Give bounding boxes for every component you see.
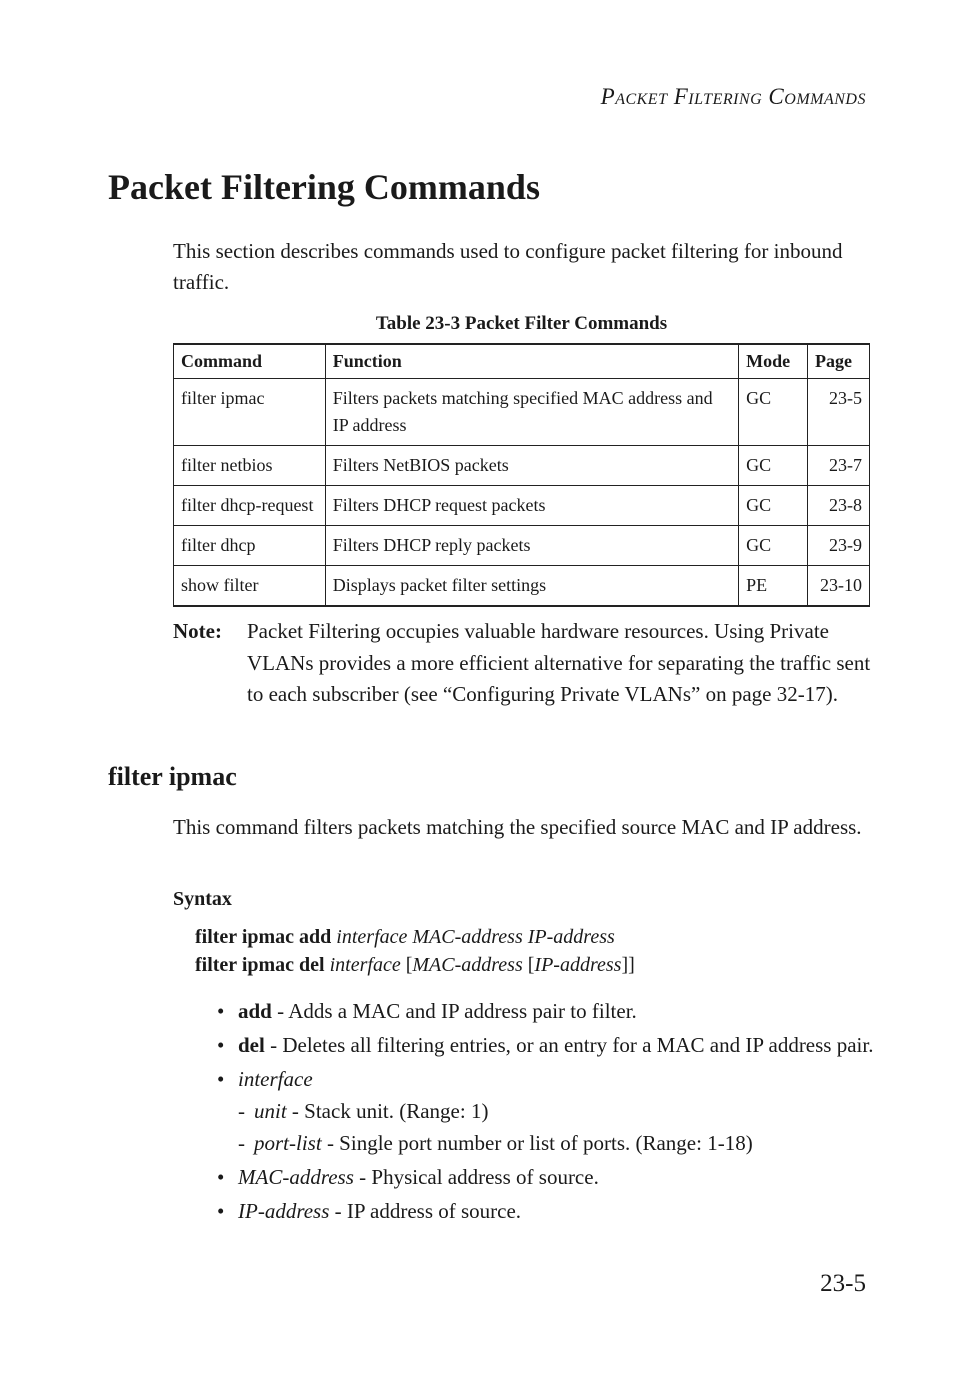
syntax-arg-mac: MAC-address — [412, 954, 523, 976]
cell-page: 23-7 — [808, 446, 870, 486]
running-header: Packet Filtering Commands — [600, 84, 866, 109]
cell-function: Displays packet filter settings — [325, 566, 738, 607]
cell-page: 23-9 — [808, 526, 870, 566]
packet-filter-commands-table — [173, 343, 870, 607]
bullet: • — [217, 999, 225, 1023]
param-name: IP-address — [238, 1199, 330, 1223]
table-header-row — [174, 344, 870, 379]
note-block — [173, 616, 873, 711]
bullet: • — [217, 1165, 225, 1189]
cell-function: Filters NetBIOS packets — [325, 446, 738, 486]
syntax-bracket: [ — [527, 954, 535, 976]
param-name: del — [238, 1033, 265, 1057]
table-row — [174, 446, 870, 486]
syntax-command: filter ipmac add — [195, 926, 332, 948]
sub-item-port-list — [238, 1128, 875, 1158]
syntax-heading: Syntax — [173, 888, 232, 910]
cell-mode: GC — [739, 486, 808, 526]
table-row — [174, 526, 870, 566]
cell-command: filter ipmac — [174, 379, 326, 446]
syntax-arguments: interface MAC-address IP-address — [336, 926, 615, 948]
param-desc: - Adds a MAC and IP address pair to filter. — [271, 999, 637, 1023]
bullet: • — [217, 1033, 225, 1057]
page-number: 23-5 — [820, 1270, 866, 1297]
page-title: Packet Filtering Commands — [108, 167, 540, 207]
param-desc: - Single port number or list of ports. (Range: 1-18) — [321, 1131, 753, 1155]
sub-item-unit — [238, 1096, 875, 1126]
table-row — [174, 379, 870, 446]
parameter-list — [215, 996, 875, 1230]
cell-command: filter dhcp — [174, 526, 326, 566]
dash: - — [238, 1131, 245, 1155]
param-name: interface — [238, 1067, 313, 1091]
list-item — [215, 1030, 875, 1060]
list-item — [215, 996, 875, 1026]
syntax-bracket: [ — [405, 954, 413, 976]
bullet: • — [217, 1199, 225, 1223]
bullet: • — [217, 1067, 225, 1091]
cell-mode: GC — [739, 526, 808, 566]
cell-mode: GC — [739, 379, 808, 446]
syntax-arg-ip: IP-address — [534, 954, 622, 976]
cell-function: Filters DHCP reply packets — [325, 526, 738, 566]
list-item — [215, 1196, 875, 1226]
syntax-arg-interface: interface — [329, 954, 401, 976]
note-text: Packet Filtering occupies valuable hardware resources. Using Private VLANs provides a more efficient alternative for separating the traffic sent to each subscriber (see “Configuring Private VLANs” on page 32-17). — [247, 619, 871, 706]
param-desc: - Physical address of source. — [353, 1165, 599, 1189]
syntax-line-del — [195, 954, 635, 977]
param-desc: - Deletes all filtering entries, or an entry for a MAC and IP address pair. — [264, 1033, 874, 1057]
cell-page: 23-5 — [808, 379, 870, 446]
param-desc: - Stack unit. (Range: 1) — [286, 1099, 489, 1123]
header-command: Command — [174, 344, 326, 379]
syntax-command: filter ipmac del — [195, 954, 325, 976]
syntax-line-add — [195, 926, 615, 949]
table-row — [174, 566, 870, 607]
cell-page: 23-8 — [808, 486, 870, 526]
list-item — [215, 1064, 875, 1158]
header-function: Function — [325, 344, 738, 379]
cell-function: Filters DHCP request packets — [325, 486, 738, 526]
dash: - — [238, 1099, 245, 1123]
header-page: Page — [808, 344, 870, 379]
cell-command: filter netbios — [174, 446, 326, 486]
param-name: MAC-address — [238, 1165, 354, 1189]
param-name: add — [238, 999, 272, 1023]
table-caption: Table 23-3 Packet Filter Commands — [375, 313, 668, 334]
list-item — [215, 1162, 875, 1192]
cell-function: Filters packets matching specified MAC address and IP address — [325, 379, 738, 446]
cell-mode: PE — [739, 566, 808, 607]
cell-command: show filter — [174, 566, 326, 607]
table-row — [174, 486, 870, 526]
syntax-bracket: ]] — [621, 954, 635, 976]
param-name: port-list — [254, 1131, 322, 1155]
intro-paragraph: This section describes commands used to configure packet filtering for inbound traffic. — [173, 239, 843, 294]
cell-command: filter dhcp-request — [174, 486, 326, 526]
cell-mode: GC — [739, 446, 808, 486]
section-description: This command filters packets matching the specified source MAC and IP address. — [173, 815, 862, 839]
header-mode: Mode — [739, 344, 808, 379]
section-heading: filter ipmac — [108, 762, 237, 791]
param-name: unit — [254, 1099, 287, 1123]
cell-page: 23-10 — [808, 566, 870, 607]
note-label: Note: — [173, 619, 222, 643]
param-desc: - IP address of source. — [329, 1199, 522, 1223]
